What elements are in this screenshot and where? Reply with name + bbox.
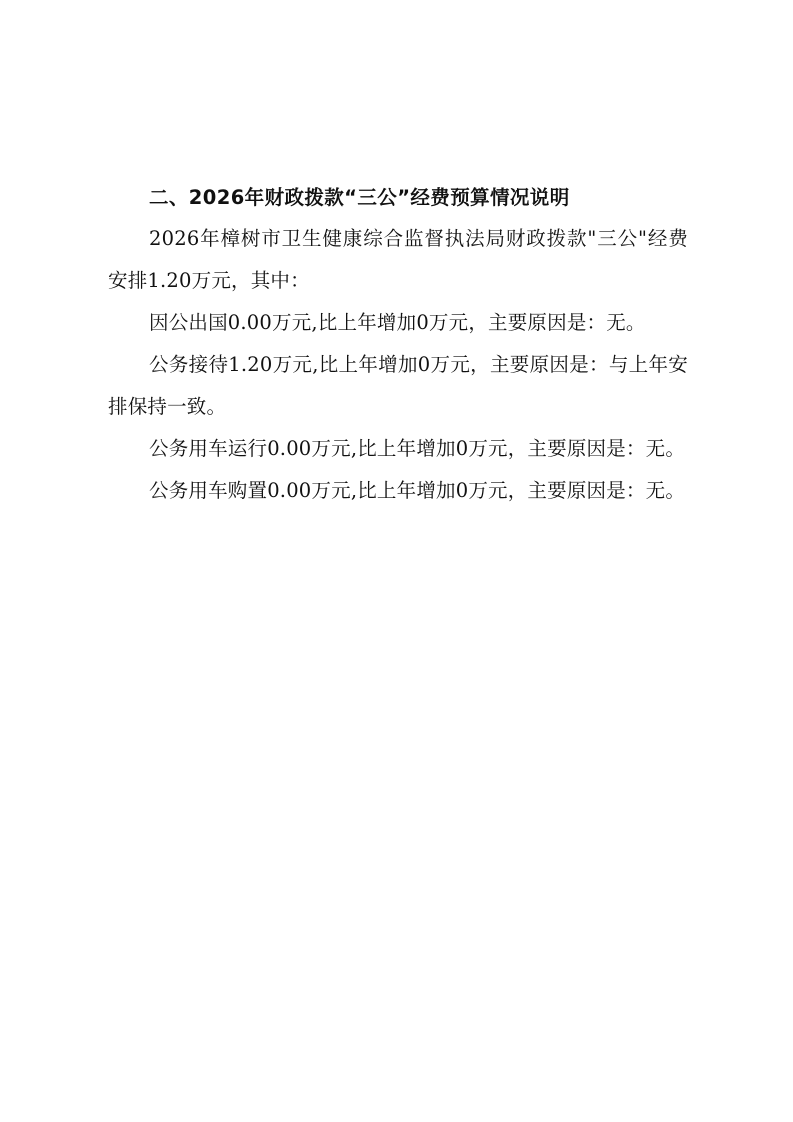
paragraph-official-reception: 公务接待1.20万元,比上年增加0万元，主要原因是：与上年安排保持一致。 xyxy=(108,353,688,418)
document-body xyxy=(108,178,688,512)
section-heading: 二、2026年财政拨款“三公”经费预算情况说明 xyxy=(149,186,570,209)
paragraph-vehicle-purchase: 公务用车购置0.00万元,比上年增加0万元，主要原因是：无。 xyxy=(149,479,686,502)
paragraph-budget-total: 2026年樟树市卫生健康综合监督执法局财政拨款"三公"经费安排1.20万元，其中： xyxy=(108,227,688,292)
paragraph-vehicle-operation: 公务用车运行0.00万元,比上年增加0万元，主要原因是：无。 xyxy=(149,437,686,460)
paragraph-overseas-travel: 因公出国0.00万元,比上年增加0万元，主要原因是：无。 xyxy=(149,311,646,334)
